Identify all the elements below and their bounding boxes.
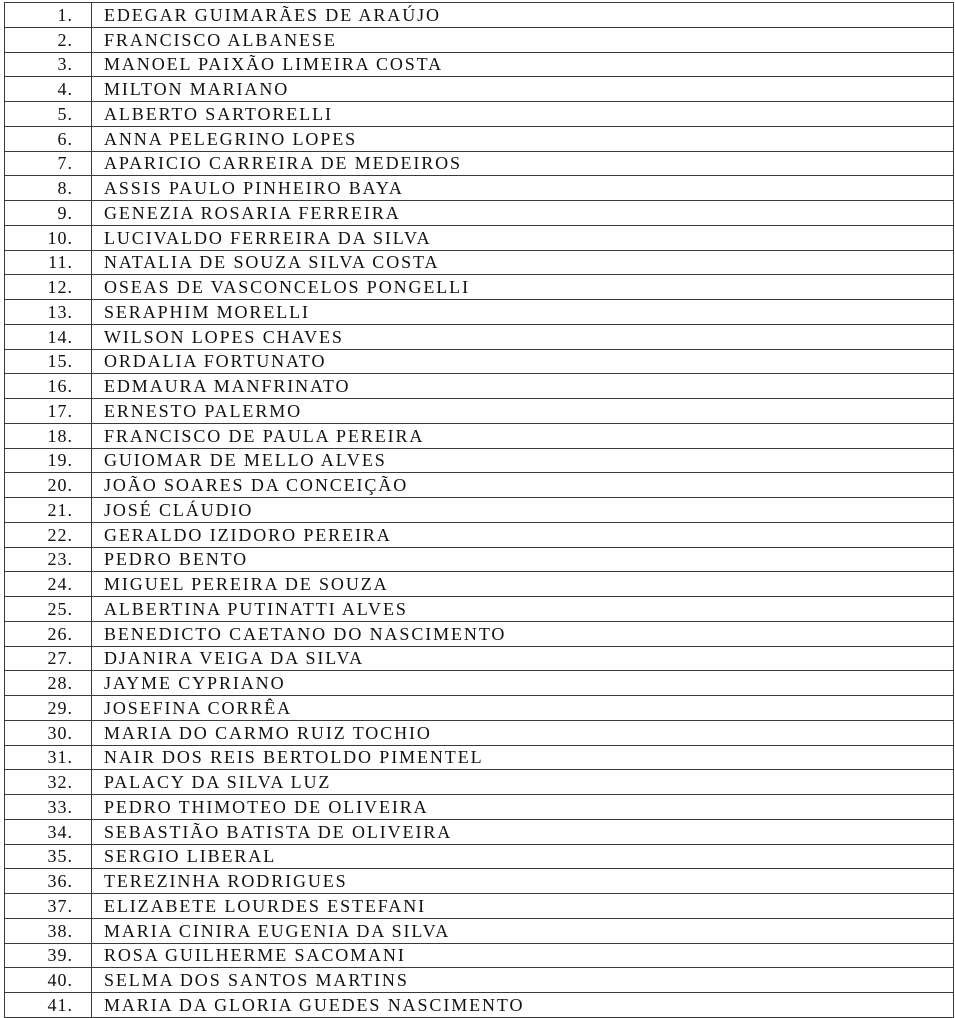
row-number: 41. <box>5 993 92 1018</box>
table-row <box>5 696 954 721</box>
row-number: 4. <box>5 77 92 102</box>
row-name: PALACY DA SILVA LUZ <box>92 770 954 795</box>
row-number: 8. <box>5 176 92 201</box>
table-row <box>5 720 954 745</box>
table-row <box>5 151 954 176</box>
row-name: JOSEFINA CORRÊA <box>92 696 954 721</box>
row-name: JOSÉ CLÁUDIO <box>92 498 954 523</box>
row-number: 6. <box>5 126 92 151</box>
table-row <box>5 745 954 770</box>
row-number: 39. <box>5 943 92 968</box>
row-name: ERNESTO PALERMO <box>92 399 954 424</box>
table-row <box>5 572 954 597</box>
row-number: 14. <box>5 324 92 349</box>
table-row <box>5 869 954 894</box>
table-row <box>5 250 954 275</box>
row-number: 11. <box>5 250 92 275</box>
row-number: 16. <box>5 374 92 399</box>
row-number: 12. <box>5 275 92 300</box>
table-row <box>5 621 954 646</box>
row-name: MIGUEL PEREIRA DE SOUZA <box>92 572 954 597</box>
row-name: OSEAS DE VASCONCELOS PONGELLI <box>92 275 954 300</box>
row-name: PEDRO BENTO <box>92 547 954 572</box>
table-row <box>5 176 954 201</box>
table-row <box>5 646 954 671</box>
row-name: SELMA DOS SANTOS MARTINS <box>92 968 954 993</box>
table-row <box>5 300 954 325</box>
table-row <box>5 547 954 572</box>
table-row <box>5 275 954 300</box>
row-number: 1. <box>5 3 92 28</box>
row-name: SEBASTIÃO BATISTA DE OLIVEIRA <box>92 819 954 844</box>
row-name: JOÃO SOARES DA CONCEIÇÃO <box>92 473 954 498</box>
row-number: 20. <box>5 473 92 498</box>
row-name: MILTON MARIANO <box>92 77 954 102</box>
table-row <box>5 770 954 795</box>
row-number: 37. <box>5 894 92 919</box>
row-name: NATALIA DE SOUZA SILVA COSTA <box>92 250 954 275</box>
table-row <box>5 77 954 102</box>
row-number: 18. <box>5 423 92 448</box>
row-name: APARICIO CARREIRA DE MEDEIROS <box>92 151 954 176</box>
row-number: 35. <box>5 844 92 869</box>
table-row <box>5 126 954 151</box>
table-row <box>5 473 954 498</box>
row-number: 31. <box>5 745 92 770</box>
row-number: 17. <box>5 399 92 424</box>
row-name: ALBERTINA PUTINATTI ALVES <box>92 597 954 622</box>
row-number: 2. <box>5 27 92 52</box>
row-number: 24. <box>5 572 92 597</box>
row-name: ROSA GUILHERME SACOMANI <box>92 943 954 968</box>
table-row <box>5 349 954 374</box>
row-name: GUIOMAR DE MELLO ALVES <box>92 448 954 473</box>
row-number: 21. <box>5 498 92 523</box>
row-number: 7. <box>5 151 92 176</box>
row-name: MARIA DO CARMO RUIZ TOCHIO <box>92 720 954 745</box>
row-name: GENEZIA ROSARIA FERREIRA <box>92 201 954 226</box>
names-table-body <box>5 3 954 1018</box>
row-name: SERAPHIM MORELLI <box>92 300 954 325</box>
table-row <box>5 597 954 622</box>
row-name: ORDALIA FORTUNATO <box>92 349 954 374</box>
row-number: 13. <box>5 300 92 325</box>
row-name: FRANCISCO ALBANESE <box>92 27 954 52</box>
row-number: 33. <box>5 795 92 820</box>
table-row <box>5 795 954 820</box>
row-number: 28. <box>5 671 92 696</box>
table-row <box>5 374 954 399</box>
table-row <box>5 201 954 226</box>
row-number: 27. <box>5 646 92 671</box>
table-row <box>5 993 954 1018</box>
names-table <box>4 2 954 1018</box>
row-number: 29. <box>5 696 92 721</box>
table-row <box>5 943 954 968</box>
row-name: NAIR DOS REIS BERTOLDO PIMENTEL <box>92 745 954 770</box>
row-name: TEREZINHA RODRIGUES <box>92 869 954 894</box>
row-number: 19. <box>5 448 92 473</box>
row-name: EDEGAR GUIMARÃES DE ARAÚJO <box>92 3 954 28</box>
row-name: MARIA CINIRA EUGENIA DA SILVA <box>92 918 954 943</box>
row-name: EDMAURA MANFRINATO <box>92 374 954 399</box>
table-row <box>5 448 954 473</box>
table-row <box>5 894 954 919</box>
row-name: PEDRO THIMOTEO DE OLIVEIRA <box>92 795 954 820</box>
table-row <box>5 968 954 993</box>
table-row <box>5 423 954 448</box>
row-name: SERGIO LIBERAL <box>92 844 954 869</box>
table-row <box>5 844 954 869</box>
row-number: 22. <box>5 522 92 547</box>
row-name: ANNA PELEGRINO LOPES <box>92 126 954 151</box>
row-number: 23. <box>5 547 92 572</box>
table-row <box>5 52 954 77</box>
table-row <box>5 671 954 696</box>
table-row <box>5 522 954 547</box>
row-number: 26. <box>5 621 92 646</box>
table-row <box>5 102 954 127</box>
table-row <box>5 819 954 844</box>
row-name: MARIA DA GLORIA GUEDES NASCIMENTO <box>92 993 954 1018</box>
row-name: BENEDICTO CAETANO DO NASCIMENTO <box>92 621 954 646</box>
row-name: GERALDO IZIDORO PEREIRA <box>92 522 954 547</box>
table-row <box>5 324 954 349</box>
row-number: 10. <box>5 225 92 250</box>
row-number: 25. <box>5 597 92 622</box>
row-number: 32. <box>5 770 92 795</box>
row-name: FRANCISCO DE PAULA PEREIRA <box>92 423 954 448</box>
table-row <box>5 225 954 250</box>
row-name: DJANIRA VEIGA DA SILVA <box>92 646 954 671</box>
row-number: 5. <box>5 102 92 127</box>
row-number: 9. <box>5 201 92 226</box>
table-row <box>5 918 954 943</box>
table-row <box>5 498 954 523</box>
row-name: ELIZABETE LOURDES ESTEFANI <box>92 894 954 919</box>
row-number: 34. <box>5 819 92 844</box>
row-number: 15. <box>5 349 92 374</box>
row-name: ASSIS PAULO PINHEIRO BAYA <box>92 176 954 201</box>
row-number: 38. <box>5 918 92 943</box>
row-name: WILSON LOPES CHAVES <box>92 324 954 349</box>
row-name: MANOEL PAIXÃO LIMEIRA COSTA <box>92 52 954 77</box>
row-name: ALBERTO SARTORELLI <box>92 102 954 127</box>
row-name: JAYME CYPRIANO <box>92 671 954 696</box>
row-number: 3. <box>5 52 92 77</box>
row-number: 36. <box>5 869 92 894</box>
table-row <box>5 399 954 424</box>
table-row <box>5 3 954 28</box>
row-number: 30. <box>5 720 92 745</box>
row-number: 40. <box>5 968 92 993</box>
row-name: LUCIVALDO FERREIRA DA SILVA <box>92 225 954 250</box>
table-row <box>5 27 954 52</box>
